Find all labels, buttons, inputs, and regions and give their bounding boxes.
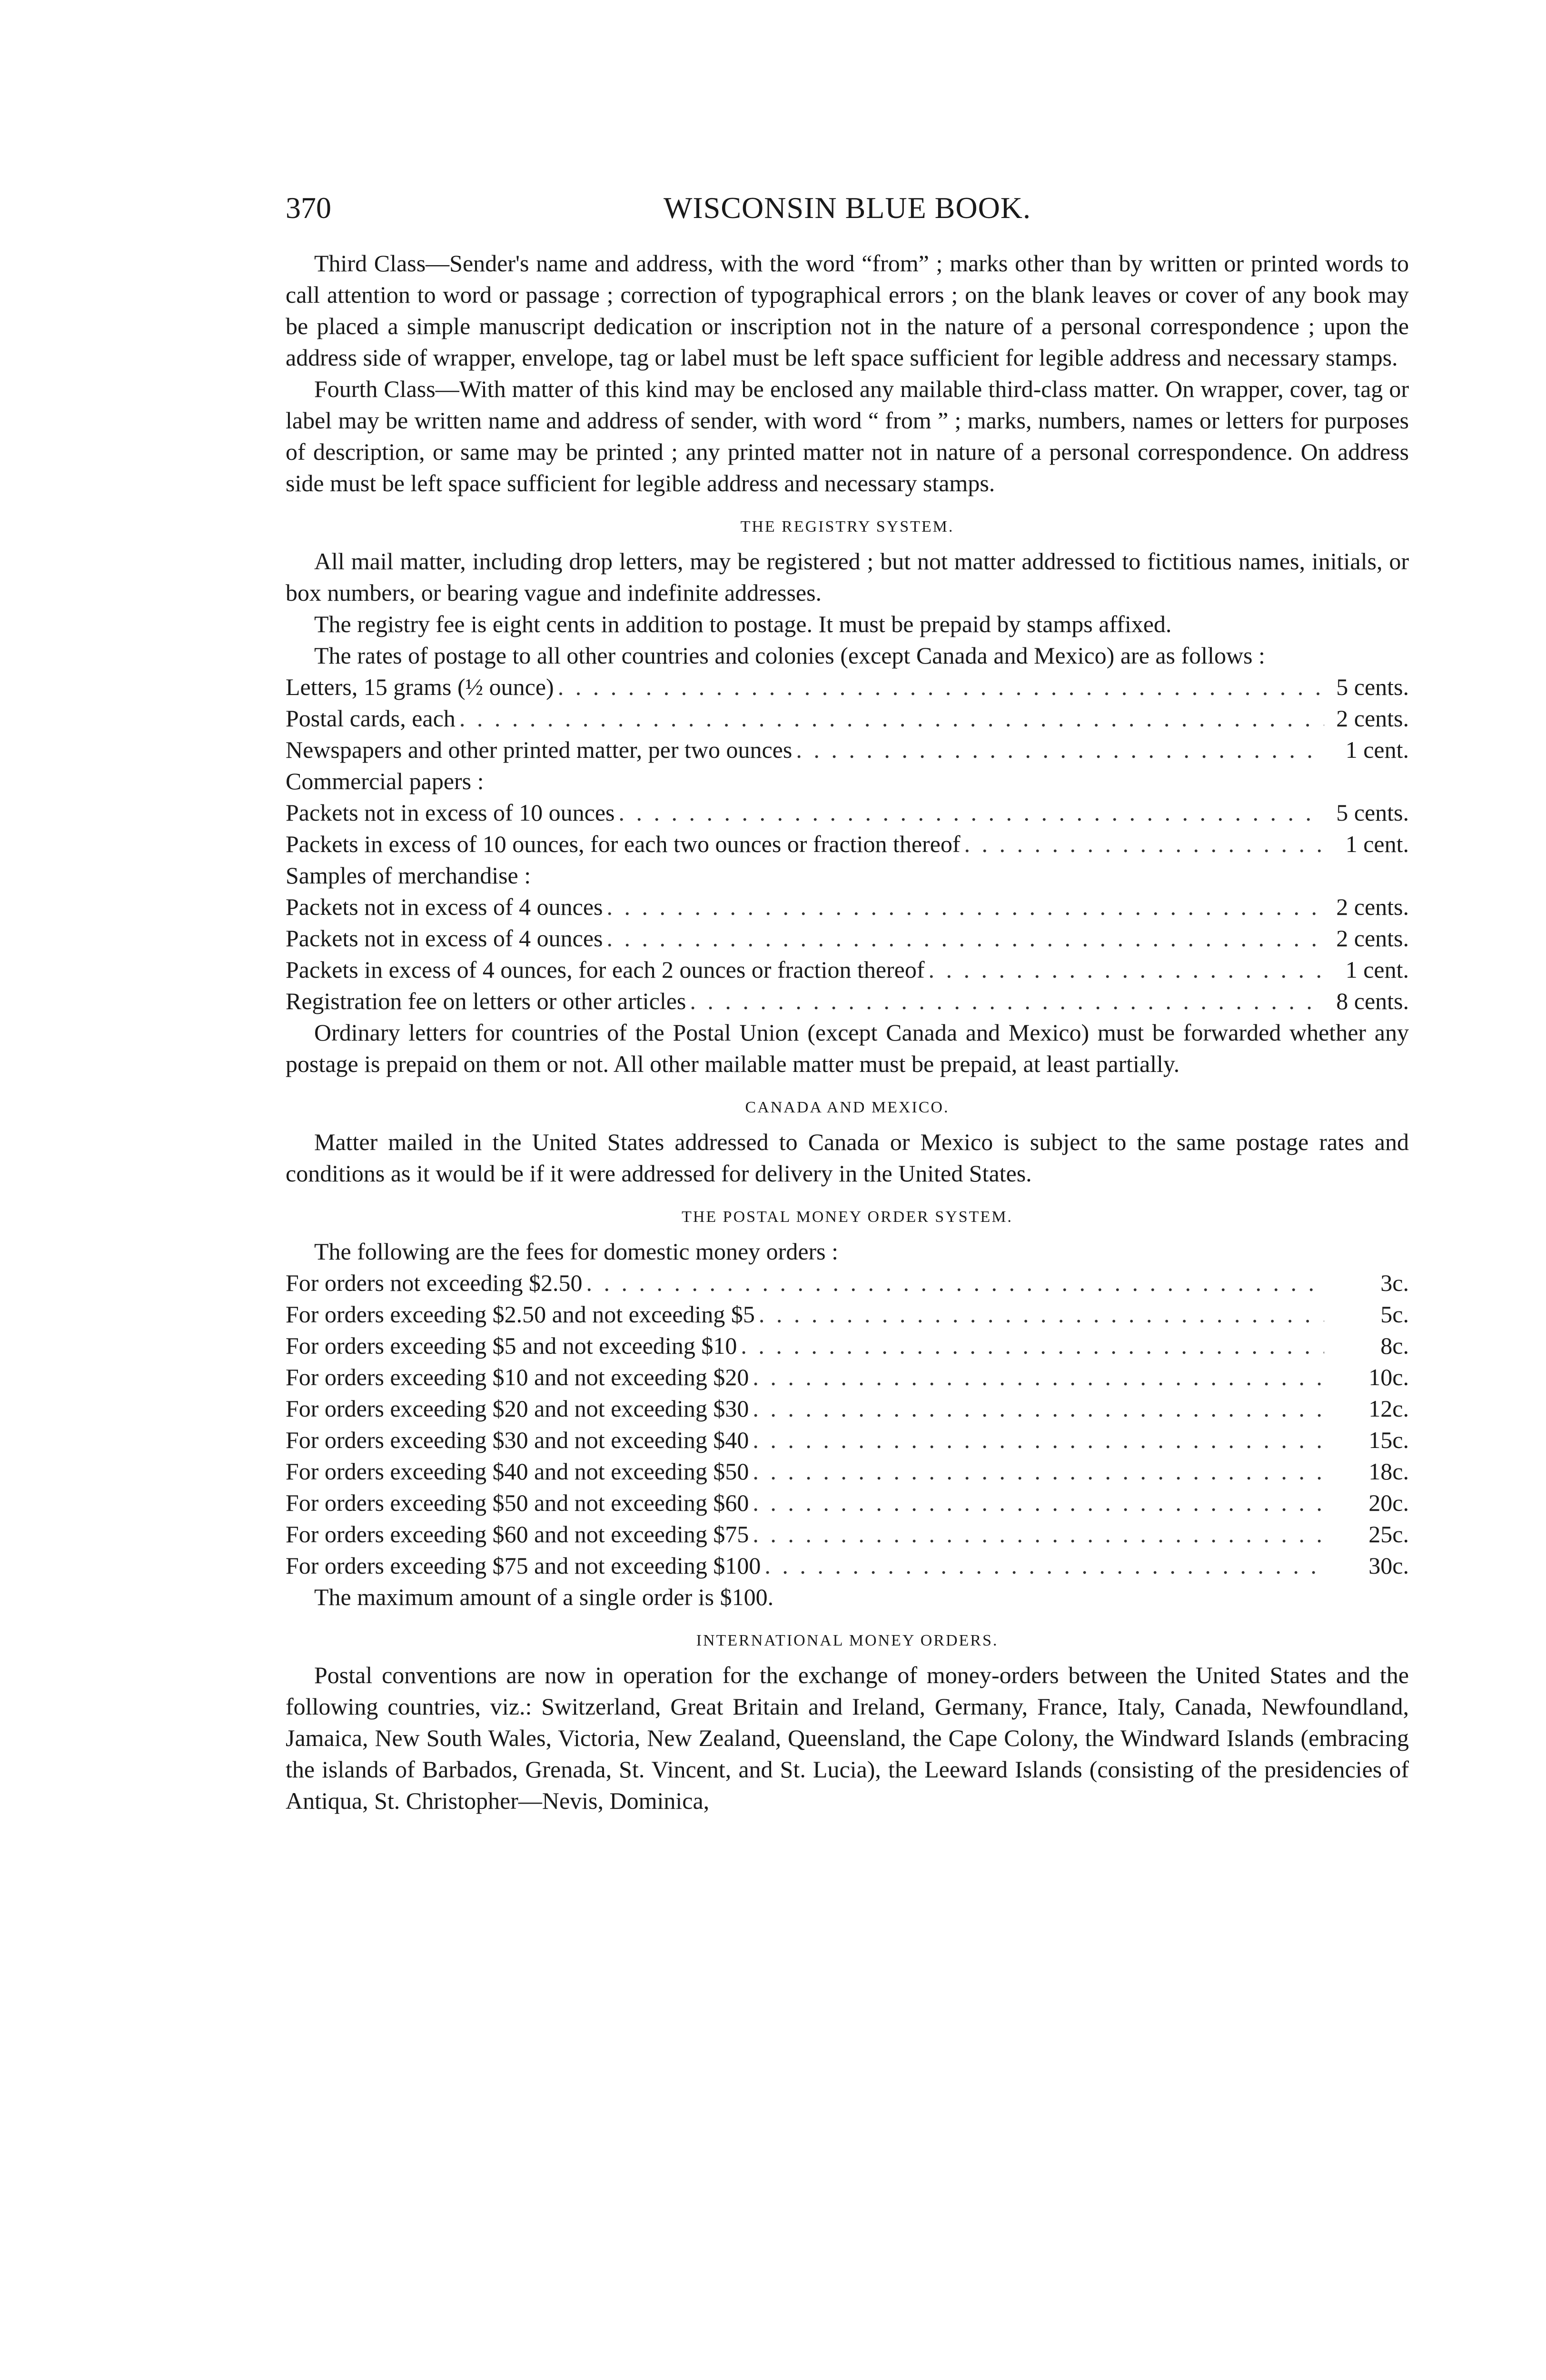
rate-row: Packets in excess of 4 ounces, for each 2 ounces or fraction thereof . . . 1 cent. (286, 954, 1409, 985)
document-page (286, 190, 1409, 1816)
fee-row: For orders exceeding $30 and not exceeding $40 . . . 15c. (286, 1424, 1409, 1456)
fee-row: For orders not exceeding $2.50 . . . 3c. (286, 1267, 1409, 1299)
fee-row: For orders exceeding $75 and not exceeding $100 . . . 30c. (286, 1550, 1409, 1581)
page-header (286, 190, 1409, 233)
third-class-paragraph: Third Class—Sender's name and address, with the word “from” ; marks other than by written or printed words to call attention to word or passage ; correction of typographical errors ; on the blank leaves or cover of any book may be placed a simple manuscript dedication or inscription not in the nature of a personal correspondence ; upon the address side of wrapper, envelope, tag or label must be left space sufficient for legible address and necessary stamps. (286, 250, 1409, 371)
registry-paragraph-1: All mail matter, including drop letters, may be registered ; but not matter addressed to fictitious names, initials, or box numbers, or bearing vague and indefinite addresses. (286, 548, 1409, 606)
samples-label: Samples of merchandise : (286, 862, 531, 889)
fee-row: For orders exceeding $60 and not exceeding $75 . . . 25c. (286, 1518, 1409, 1550)
money-order-heading: THE POSTAL MONEY ORDER SYSTEM. (682, 1208, 1013, 1226)
registry-paragraph-2: The registry fee is eight cents in addition to postage. It must be prepaid by stamps affixed. (314, 611, 1172, 637)
rate-row: Postal cards, each . . . 2 cents. (286, 703, 1409, 734)
page-number: 370 (286, 191, 331, 225)
postal-union-paragraph: Ordinary letters for countries of the Postal Union (except Canada and Mexico) must be forwarded whether any postage is prepaid on them or not. All other mailable matter must be prepaid, at least partially. (286, 1019, 1409, 1077)
commercial-papers-label: Commercial papers : (286, 768, 484, 794)
fee-row: For orders exceeding $2.50 and not exceeding $5 . . . 5c. (286, 1299, 1409, 1330)
international-heading: INTERNATIONAL MONEY ORDERS. (696, 1632, 999, 1649)
fee-row: For orders exceeding $10 and not exceeding $20 . . . 10c. (286, 1361, 1409, 1393)
rate-row: Packets not in excess of 4 ounces . . . 2 cents. (286, 891, 1409, 922)
fee-row: For orders exceeding $50 and not exceeding $60 . . . 20c. (286, 1487, 1409, 1518)
fee-row: For orders exceeding $20 and not exceeding $30 . . . 12c. (286, 1393, 1409, 1424)
registry-heading: THE REGISTRY SYSTEM. (740, 518, 954, 536)
max-order-note: The maximum amount of a single order is $100. (314, 1584, 774, 1610)
international-paragraph: Postal conventions are now in operation for the exchange of money-orders between the United States and the following countries, viz.: Switzerland, Great Britain and Ireland, Germany, France, Italy, Canada, Newfoundland, Jamaica, New South Wales, Victoria, New Zealand, Queensland, the Cape Colony, the Windward Islands (embracing the islands of Barbados, Grenada, St. Vincent, and St. Lucia), the Leeward Islands (consisting of the presidencies of Antiqua, St. Christopher—Nevis, Dominica, (286, 1662, 1409, 1814)
registry-paragraph-3: The rates of postage to all other countries and colonies (except Canada and Mexico) are as follows : (314, 642, 1265, 669)
rate-row: Newspapers and other printed matter, per two ounces . . . 1 cent. (286, 734, 1409, 765)
rate-row: Packets in excess of 10 ounces, for each two ounces or fraction thereof . . . 1 cent. (286, 828, 1409, 860)
canada-heading: CANADA AND MEXICO. (745, 1099, 950, 1116)
canada-paragraph: Matter mailed in the United States addressed to Canada or Mexico is subject to the same postage rates and conditions as it would be if it were addressed for delivery in the United States. (286, 1129, 1409, 1187)
money-order-fee-list (286, 1267, 1409, 1581)
foreign-rates-list (286, 671, 1409, 1017)
fourth-class-paragraph: Fourth Class—With matter of this kind may be enclosed any mailable third-class matter. On wrapper, cover, tag or label may be written name and address of sender, with word “ from ” ; marks, numbers, names or letters for purposes of description, or same may be printed ; any printed matter not in nature of a personal correspondence. On address side must be left space sufficient for legible address and necessary stamps. (286, 376, 1409, 496)
fee-row: For orders exceeding $40 and not exceeding $50 . . . 18c. (286, 1456, 1409, 1487)
running-title: WISCONSIN BLUE BOOK. (664, 191, 1031, 225)
rate-row: Registration fee on letters or other articles . . . 8 cents. (286, 985, 1409, 1017)
money-order-intro: The following are the fees for domestic money orders : (314, 1238, 839, 1265)
rate-row: Packets not in excess of 4 ounces . . . 2 cents. (286, 922, 1409, 954)
rate-row: Packets not in excess of 10 ounces . . . 5 cents. (286, 797, 1409, 828)
fee-row: For orders exceeding $5 and not exceeding $10 . . . 8c. (286, 1330, 1409, 1361)
rate-row: Letters, 15 grams (½ ounce) . . . 5 cents. (286, 671, 1409, 703)
